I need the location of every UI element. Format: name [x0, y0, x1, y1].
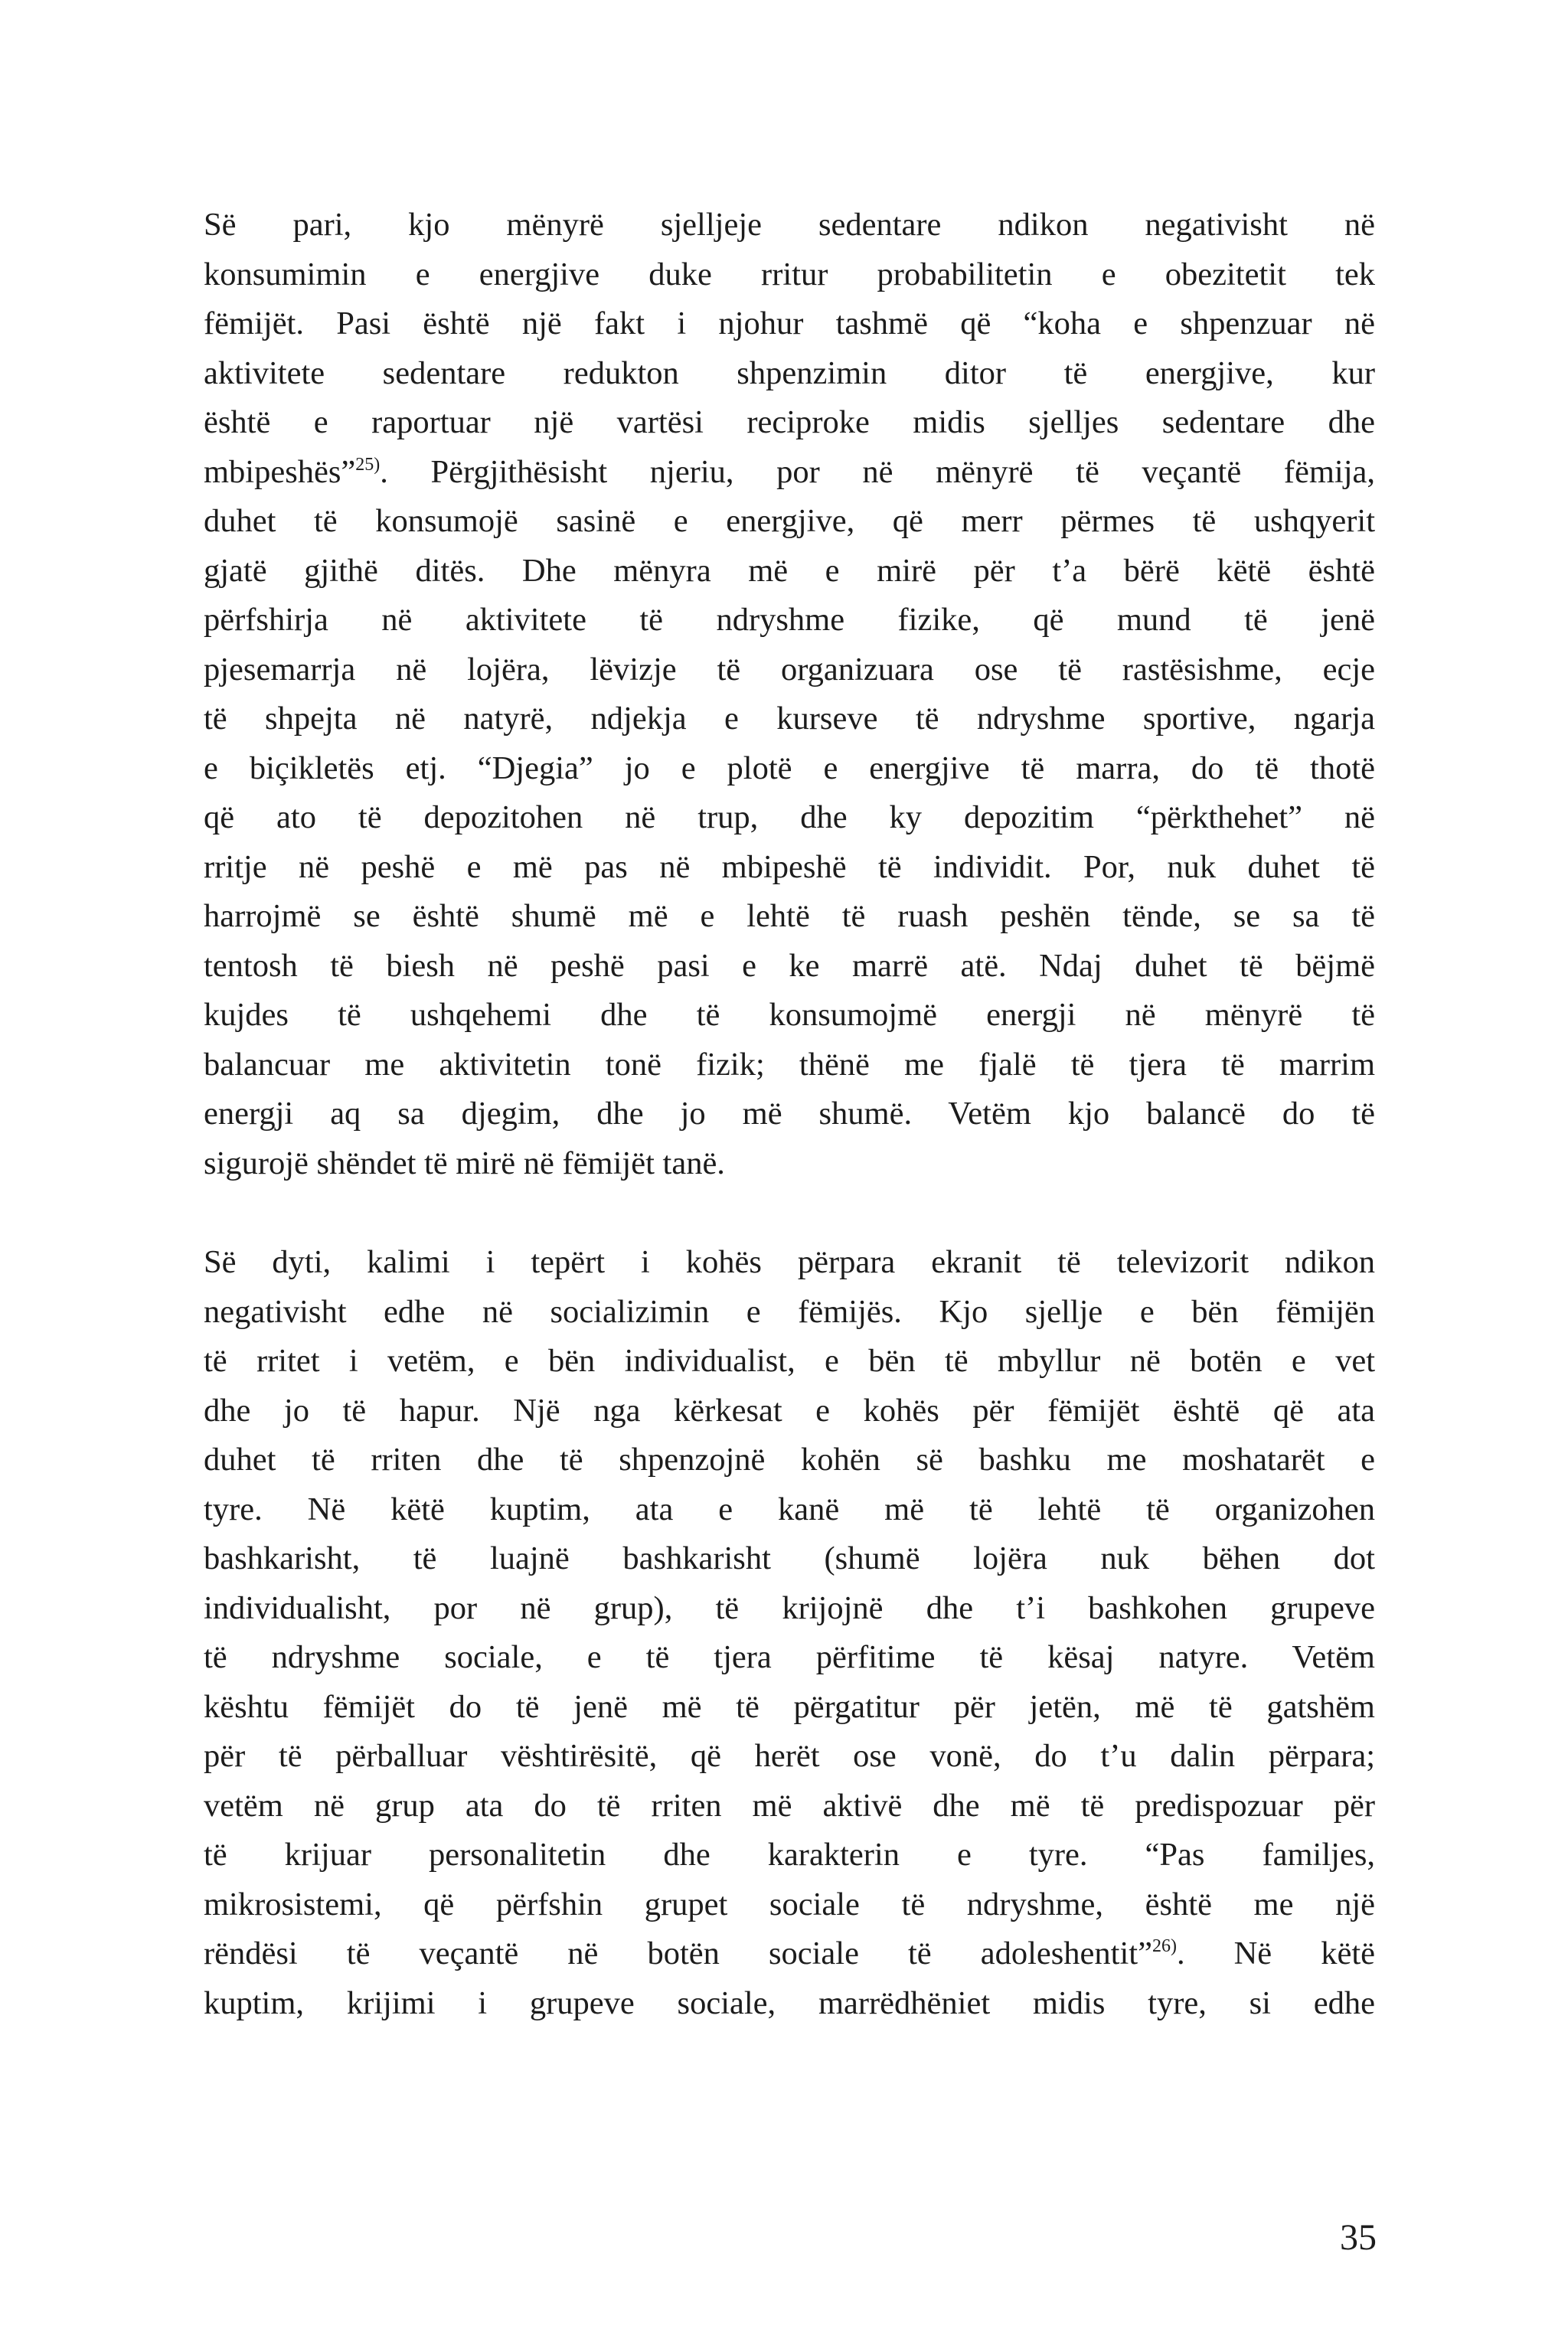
text-run: harrojmë se është shumë më e lehtë të ruash peshën tënde, se sa të — [204, 898, 1375, 934]
text-run: duhet të rriten dhe të shpenzojnë kohën së bashku me moshatarët e — [204, 1442, 1375, 1478]
text-run: sigurojë shëndet të mirë në fëmijët tanë. — [204, 1145, 725, 1181]
text-run: dhe jo të hapur. Një nga kërkesat e kohës për fëmijët është që ata — [204, 1392, 1375, 1429]
text-run: përfshirja në aktivitete të ndryshme fizike, që mund të jenë — [204, 602, 1375, 638]
text-run: pjesemarrja në lojëra, lëvizje të organizuara ose të rastësishme, ecje — [204, 651, 1375, 688]
text-line — [204, 892, 1375, 942]
text-line — [204, 299, 1375, 349]
paragraph — [204, 201, 1375, 1188]
text-run: kështu fëmijët do të jenë më të përgatitur për jetën, më të gatshëm — [204, 1688, 1375, 1725]
text-run: konsumimin e energjive duke rritur probabilitetin e obezitetit tek — [204, 256, 1375, 292]
text-line — [204, 1633, 1375, 1683]
text-run: që ato të depozitohen në trup, dhe ky depozitim “përkthehet” në — [204, 799, 1375, 835]
text-line — [204, 942, 1375, 991]
text-run: . Në këtë — [1176, 1935, 1376, 1971]
text-line — [204, 1089, 1375, 1139]
text-line — [204, 744, 1375, 794]
text-run: energji aq sa djegim, dhe jo më shumë. Vetëm kjo balancë do të — [204, 1096, 1375, 1132]
text-run: të krijuar personalitetin dhe karakterin e tyre. “Pas familjes, — [204, 1837, 1375, 1873]
text-run: vetëm në grup ata do të rriten më aktivë dhe më të predispozuar për — [204, 1787, 1375, 1824]
text-line — [204, 1238, 1375, 1288]
text-line — [204, 1040, 1375, 1090]
text-line — [204, 991, 1375, 1040]
text-line — [204, 1929, 1375, 1979]
text-line — [204, 596, 1375, 645]
text-line — [204, 793, 1375, 843]
text-run: kujdes të ushqehemi dhe të konsumojmë energji në mënyrë të — [204, 997, 1375, 1033]
text-run: aktivitete sedentare redukton shpenzimin ditor të energjive, kur — [204, 354, 1375, 391]
text-run: mikrosistemi, që përfshin grupet sociale të ndryshme, është me një — [204, 1886, 1375, 1922]
text-run: është e raportuar një vartësi reciproke midis sjelljes sedentare dhe — [204, 404, 1375, 440]
text-line — [204, 1337, 1375, 1387]
text-line — [204, 1782, 1375, 1831]
text-line — [204, 201, 1375, 250]
text-run: individualisht, por në grup), të krijojnë dhe t’i bashkohen grupeve — [204, 1589, 1375, 1626]
text-line — [204, 1880, 1375, 1930]
text-line — [204, 694, 1375, 744]
text-run: tyre. Në këtë kuptim, ata e kanë më të lehtë të organizohen — [204, 1491, 1375, 1527]
text-line — [204, 1831, 1375, 1880]
text-line — [204, 448, 1375, 498]
text-run: bashkarisht, të luajnë bashkarisht (shumë lojëra nuk bëhen dot — [204, 1540, 1375, 1576]
text-line — [204, 1584, 1375, 1634]
text-line — [204, 645, 1375, 695]
text-line — [204, 250, 1375, 300]
text-run: e biçikletës etj. “Djegia” jo e plotë e energjive të marra, do të thotë — [204, 750, 1375, 786]
text-line — [204, 547, 1375, 596]
text-line — [204, 1387, 1375, 1436]
text-run: negativisht edhe në socializimin e fëmijës. Kjo sjellje e bën fëmijën — [204, 1293, 1375, 1330]
text-run: rëndësi të veçantë në botën sociale të adoleshentit” — [204, 1935, 1152, 1971]
page-number: 35 — [1340, 2217, 1377, 2258]
text-run: . Përgjithësisht njeriu, por në mënyrë të veçantë fëmija, — [380, 453, 1375, 490]
text-line — [204, 1979, 1375, 2029]
text-run: rritje në peshë e më pas në mbipeshë të individit. Por, nuk duhet të — [204, 848, 1375, 885]
text-line — [204, 1288, 1375, 1338]
text-line — [204, 1732, 1375, 1782]
text-line — [204, 1534, 1375, 1584]
text-line — [204, 1485, 1375, 1535]
text-line — [204, 843, 1375, 893]
text-run: fëmijët. Pasi është një fakt i njohur tashmë që “koha e shpenzuar në — [204, 305, 1375, 341]
text-run: për të përballuar vështirësitë, që herët ose vonë, do t’u dalin përpara; — [204, 1738, 1375, 1774]
text-run: të shpejta në natyrë, ndjekja e kurseve të ndryshme sportive, ngarja — [204, 701, 1375, 737]
text-run: gjatë gjithë ditës. Dhe mënyra më e mirë për t’a bërë këtë është — [204, 552, 1375, 589]
text-run: tentosh të biesh në peshë pasi e ke marrë atë. Ndaj duhet të bëjmë — [204, 947, 1375, 984]
text-run: kuptim, krijimi i grupeve sociale, marrëdhëniet midis tyre, si edhe — [204, 1984, 1375, 2021]
text-line — [204, 398, 1375, 448]
text-line — [204, 1436, 1375, 1485]
text-run: të rritet i vetëm, e bën individualist, e bën të mbyllur në botën e vet — [204, 1343, 1375, 1379]
footnote-reference: 26) — [1152, 1936, 1177, 1956]
text-run: balancuar me aktivitetin tonë fizik; thënë me fjalë të tjera të marrim — [204, 1046, 1375, 1083]
text-run: mbipeshës” — [204, 453, 356, 490]
paragraph — [204, 1238, 1375, 2028]
body-text — [204, 201, 1375, 2028]
text-run: të ndryshme sociale, e të tjera përfitime të kësaj natyre. Vetëm — [204, 1639, 1375, 1675]
text-run: Së pari, kjo mënyrë sjelljeje sedentare ndikon negativisht në — [204, 207, 1375, 243]
text-run: Së dyti, kalimi i tepërt i kohës përpara ekranit të televizorit ndikon — [204, 1244, 1375, 1280]
text-line — [204, 349, 1375, 399]
text-line — [204, 497, 1375, 547]
text-line — [204, 1683, 1375, 1733]
text-run: duhet të konsumojë sasinë e energjive, që merr përmes të ushqyerit — [204, 503, 1375, 539]
footnote-reference: 25) — [355, 454, 381, 475]
text-line — [204, 1139, 1375, 1189]
